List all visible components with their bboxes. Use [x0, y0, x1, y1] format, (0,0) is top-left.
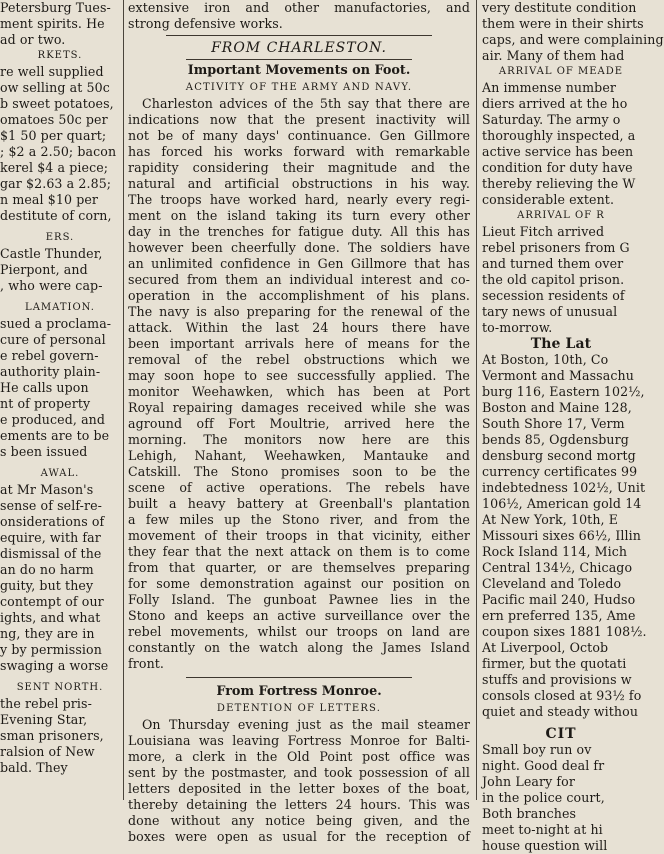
text-line: ERS.	[45, 232, 75, 243]
text-line: sman prisoners,	[0, 728, 104, 743]
text-line: n meal $10 per	[0, 192, 99, 207]
heading-divider	[186, 59, 412, 60]
text-line: Lehigh, Nahant, Weehawken, Mantauke and	[128, 448, 470, 463]
text-line: to-morrow.	[482, 320, 553, 335]
text-line: swaging a worse	[0, 658, 109, 673]
text-line: Central 134½, Chicago	[482, 560, 633, 575]
top-lines	[126, 0, 472, 32]
text-line: quiet and steady withou	[482, 704, 639, 719]
text-line: operation in the accomplishment of his plans.	[128, 288, 470, 303]
text-line: e rebel govern-	[0, 348, 99, 363]
text-line: Both branches	[482, 806, 577, 821]
text-line: sued a proclama-	[0, 316, 112, 331]
text-line: tary news of unusual	[482, 304, 618, 319]
column-rule-right	[476, 0, 477, 800]
text-line: an do no harm	[0, 562, 94, 577]
text-line: has forced his works forward with remarkable	[128, 144, 470, 159]
text-line: AWAL.	[40, 468, 80, 479]
text-line: ralsion of New	[0, 744, 95, 759]
text-line: indebtedness 102½, Unit	[482, 480, 646, 495]
text-line: been important arrivals here of means for the	[128, 336, 470, 351]
text-line: omatoes 50c per	[0, 112, 108, 127]
text-line: Evening Star,	[0, 712, 88, 727]
right-column	[482, 0, 664, 854]
text-line: SENT NORTH.	[16, 682, 104, 693]
text-line: Small boy run ov	[482, 742, 592, 757]
text-line: cure of personal	[0, 332, 106, 347]
text-line: removal of the rebel obstructions which we	[128, 352, 470, 367]
text-line: ights, and what	[0, 610, 101, 625]
text-line: On Thursday evening just as the mail steamer	[142, 717, 470, 732]
text-line: ad or two.	[0, 32, 66, 47]
column-rule-left	[123, 0, 124, 800]
text-line: He calls upon	[0, 380, 89, 395]
text-line: an unlimited confidence in Gen Gillmore that has	[128, 256, 470, 271]
text-line: letters deposited in the letter boxes of the boat,	[128, 781, 470, 796]
text-line: condition for duty have	[482, 160, 633, 175]
text-line: burg 116, Eastern 102½,	[482, 384, 645, 399]
text-line: y by permission	[0, 642, 102, 657]
text-line: scene of active operations. The rebels have	[128, 480, 470, 495]
text-line: the old capitol prison.	[482, 272, 625, 287]
kicker-activity: ACTIVITY OF THE ARMY AND NAVY.	[185, 82, 413, 93]
text-line: more, a clerk in the Old Point post office was	[128, 749, 470, 764]
text-line: sense of self-re-	[0, 498, 103, 513]
text-line: bends 85, Ogdensburg	[482, 432, 629, 447]
text-line: boxes were open as usual for the reception of	[128, 829, 470, 844]
text-line: Stono and keeps an active surveillance over the	[128, 608, 470, 623]
text-line: equire, with far	[0, 530, 101, 545]
text-line: Petersburg Tues-	[0, 0, 111, 15]
text-line: house question will	[482, 838, 608, 853]
text-line: caps, and were complaining	[482, 32, 664, 47]
text-line: monitor Weehawken, which has been at Port	[128, 384, 470, 399]
text-line: John Leary for	[482, 774, 575, 789]
text-line: movement of their troops in that vicinity, either	[128, 528, 470, 543]
text-line: bald. They	[0, 760, 68, 775]
text-line: guity, but they	[0, 578, 94, 593]
text-line: Vermont and Massachu	[482, 368, 634, 383]
text-line: them were in their shirts	[482, 16, 644, 31]
text-line: firmer, but the quotati	[482, 656, 627, 671]
text-line: rapidity considering their magnitude and the	[128, 160, 470, 175]
text-line: ; $2 a 2.50; bacon	[0, 144, 117, 159]
text-line: ements are to be	[0, 428, 110, 443]
text-line: ment on the island taking its turn every other	[128, 208, 470, 223]
text-line: The navy is also preparing for the renewal of the	[128, 304, 470, 319]
text-line: secession residents of	[482, 288, 625, 303]
section-heading-charleston: FROM CHARLESTON.	[211, 40, 387, 56]
text-line: gar $2.63 a 2.85;	[0, 176, 112, 191]
text-line: front.	[128, 656, 165, 671]
text-line: e produced, and	[0, 412, 106, 427]
text-line: onsiderations of	[0, 514, 105, 529]
text-line: ow selling at 50c	[0, 80, 110, 95]
text-line: not be of many days' continuance. Gen Gillmore	[128, 128, 470, 143]
text-line: South Shore 17, Verm	[482, 416, 625, 431]
text-line: ARRIVAL OF R	[517, 210, 605, 221]
text-line: constantly on the watch along the James Island	[128, 640, 470, 655]
text-line: Royal repairing damages received while she was	[128, 400, 470, 415]
text-line: secured from them an individual interest and co-	[128, 272, 470, 287]
text-line: contempt of our	[0, 594, 104, 609]
text-line: At Liverpool, Octob	[482, 640, 609, 655]
text-line: dismissal of the	[0, 546, 102, 561]
text-line: At Boston, 10th, Co	[482, 352, 609, 367]
text-line: morning. The monitors now here are this	[128, 432, 470, 447]
text-line: active service has been	[482, 144, 634, 159]
text-line: Saturday. The army o	[482, 112, 621, 127]
text-line: Pacific mail 240, Hudso	[482, 592, 636, 607]
text-line: The troops have worked hard, nearly every regi-	[128, 192, 470, 207]
text-line: diers arrived at the ho	[482, 96, 628, 111]
text-line: s been issued	[0, 444, 88, 459]
subheading-important-movements: Important Movements on Foot.	[187, 63, 411, 78]
text-line: At New York, 10th, E	[482, 512, 619, 527]
text-line: and turned them over	[482, 256, 624, 271]
text-line: 106½, American gold 14	[482, 496, 642, 511]
text-line: rebel movements, whilst our troops on land are	[128, 624, 470, 639]
article-body-charleston	[126, 96, 472, 672]
text-line: The Lat	[530, 336, 592, 352]
text-line: sent by the postmaster, and took possession of all	[128, 765, 470, 780]
text-line: ng, they are in	[0, 626, 95, 641]
section-heading-fortress-monroe: From Fortress Monroe.	[216, 684, 382, 699]
text-line: considerable extent.	[482, 192, 615, 207]
text-line: ARRIVAL OF MEADE	[498, 66, 624, 77]
text-line: they fear that the next attack on them is to come	[128, 544, 470, 559]
section-divider	[166, 35, 432, 36]
article-body-fortress-monroe	[126, 717, 472, 845]
text-line: densburg second mortg	[482, 448, 636, 463]
text-line: Folly Island. The gunboat Pawnee lies in the	[128, 592, 470, 607]
text-line: indications now that the present inactivity will	[128, 112, 470, 127]
text-line: authority plain-	[0, 364, 101, 379]
left-column	[0, 0, 120, 776]
text-line: rebel prisoners from G	[482, 240, 630, 255]
text-line: Charleston advices of the 5th say that there are	[142, 96, 470, 111]
text-line: done without any notice being given, and the	[128, 813, 470, 828]
text-line: Louisiana was leaving Fortress Monroe for Balti-	[128, 733, 470, 748]
text-line: thereby detaining the letters 24 hours. This was	[128, 797, 470, 812]
text-line: Lieut Fitch arrived	[482, 224, 605, 239]
text-line: nt of property	[0, 396, 91, 411]
text-line: night. Good deal fr	[482, 758, 605, 773]
text-line: strong defensive works.	[128, 16, 283, 31]
text-line: ment spirits. He	[0, 16, 105, 31]
text-line: re well supplied	[0, 64, 104, 79]
text-line: RKETS.	[37, 50, 83, 61]
text-line: CIT	[545, 726, 577, 742]
text-line: natural and artificial obstructions in his way.	[128, 176, 470, 191]
text-line: Missouri sixes 66½, Illin	[482, 528, 642, 543]
text-line: very destitute condition	[482, 0, 637, 15]
text-line: from that quarter, or are themselves preparing	[128, 560, 470, 575]
text-line: consols closed at 93½ fo	[482, 688, 642, 703]
text-line: b sweet potatoes,	[0, 96, 114, 111]
text-line: coupon sixes 1881 108½.	[482, 624, 647, 639]
text-line: LAMATION.	[25, 302, 95, 313]
text-line: Castle Thunder,	[0, 246, 103, 261]
text-line: An immense number	[482, 80, 617, 95]
text-line: thereby relieving the W	[482, 176, 636, 191]
text-line: currency certificates 99	[482, 464, 638, 479]
text-line: , who were cap-	[0, 278, 103, 293]
middle-column	[126, 0, 472, 845]
text-line: may soon hope to see successfully applied. The	[128, 368, 470, 383]
text-line: ern preferred 135, Ame	[482, 608, 636, 623]
section-divider	[186, 677, 412, 678]
kicker-detention: DETENTION OF LETTERS.	[216, 703, 382, 714]
text-line: destitute of corn,	[0, 208, 112, 223]
text-line: however been cheerfully done. The soldiers have	[128, 240, 470, 255]
text-line: a few miles up the Stono river, and from the	[128, 512, 470, 527]
text-line: for some demonstration against our position on	[128, 576, 470, 591]
text-line: the rebel pris-	[0, 696, 92, 711]
text-line: attack. Within the last 24 hours there have	[128, 320, 470, 335]
text-line: $1 50 per quart;	[0, 128, 107, 143]
text-line: built a heavy battery at Greenball's plantation	[128, 496, 470, 511]
text-line: extensive iron and other manufactories, and	[128, 0, 470, 15]
text-line: stuffs and provisions w	[482, 672, 632, 687]
text-line: thoroughly inspected, a	[482, 128, 636, 143]
text-line: day in the trenches for fatigue duty. All this has	[128, 224, 470, 239]
text-line: kerel $4 a piece;	[0, 160, 109, 175]
text-line: Rock Island 114, Mich	[482, 544, 628, 559]
text-line: Pierpont, and	[0, 262, 88, 277]
text-line: Catskill. The Stono promises soon to be the	[128, 464, 470, 479]
text-line: air. Many of them had	[482, 48, 625, 63]
text-line: at Mr Mason's	[0, 482, 94, 497]
text-line: Cleveland and Toledo	[482, 576, 622, 591]
text-line: meet to-night at hi	[482, 822, 603, 837]
text-line: aground off Fort Moultrie, arrived here the	[128, 416, 470, 431]
text-line: in the police court,	[482, 790, 605, 805]
text-line: Boston and Maine 128,	[482, 400, 632, 415]
